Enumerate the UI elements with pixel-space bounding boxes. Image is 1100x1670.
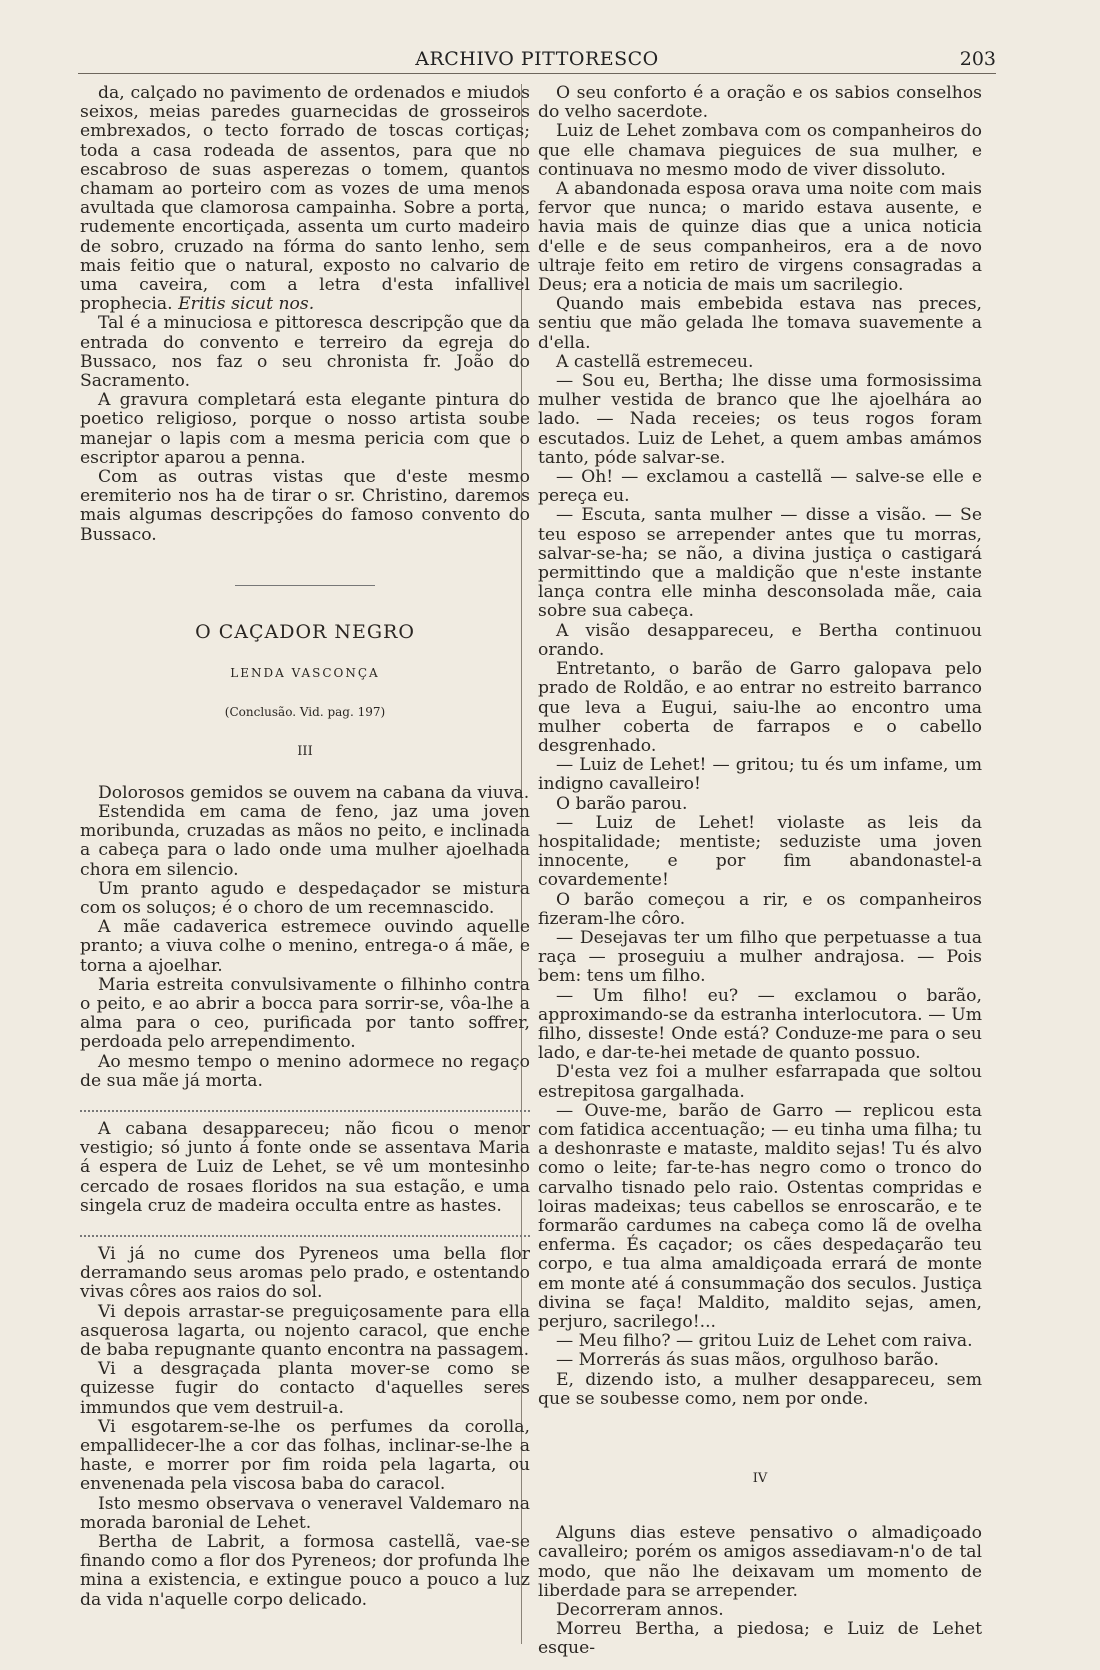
paragraph: A abandonada esposa orava uma noite com mais fervor que nunca; o marido estava ausente, e havia mais de quinze dias que a unica noticia d'elle e de seus companheiros, era a de novo ultraje feito em retiro de virgens consagradas a Deus; era a noticia de mais um sacrilegio. [538, 179, 982, 296]
paragraph: — Meu filho? — gritou Luiz de Lehet com raiva. [556, 1331, 973, 1352]
paragraph: Vi esgotarem-se-lhe os perfumes da corolla, empallidecer-lhe a cor das folhas, inclinar-se-lhe a haste, e morrer por fim roida pela lagarta, ou envenenada pela viscosa baba do caracol. [80, 1416, 530, 1495]
paragraph: Decorreram annos. [556, 1600, 724, 1621]
section-numeral: III [297, 744, 313, 760]
paragraph: A visão desappareceu, e Bertha continuou orando. [538, 620, 982, 660]
paragraph: A castellã estremeceu. [556, 351, 754, 372]
paragraph: Quando mais embebida estava nas preces, sentiu que mão gelada lhe tomava suavemente a d'ella. [538, 294, 982, 353]
paragraph: A gravura completará esta elegante pintura do poetico religioso, porque o nosso artista soube manejar o lapis com a mesma pericia com que o escriptor aparou a penna. [80, 390, 530, 468]
paragraph: O barão parou. [556, 793, 688, 814]
paragraph: Luiz de Lehet zombava com os companheiros do que elle chamava pieguices de sua mulher, e continuava no mesmo modo de viver dissoluto. [538, 121, 982, 180]
paragraph: A mãe cadaverica estremece ouvindo aquelle pranto; a viuva colhe o menino, entrega-o á mãe, e torna a ajoelhar. [80, 917, 530, 976]
dotted-break [80, 1091, 530, 1112]
paragraph: A cabana desappareceu; não ficou o menor vestigio; só junto á fonte onde se assentava Maria á espera de Luiz de Lehet, se vê um montesinho cercado de rosaes floridos na sua estação, e uma singela cruz de madeira occulta entre as hastes. [80, 1118, 530, 1216]
page-number: 203 [959, 48, 996, 70]
latin-phrase: Eritis sicut nos. [178, 294, 315, 315]
paragraph [80, 84, 530, 314]
paragraph: — Um filho! eu? — exclamou o barão, approximando-se da estranha interlocutora. — Um filho, disseste! Onde está? Conduze-me para o seu lado, e dar-te-hei metade de quanto possuo. [538, 985, 982, 1064]
paragraph: — Oh! — exclamou a castellã — salve-se elle e pereça eu. [538, 467, 982, 507]
paragraph: Morreu Bertha, a piedosa; e Luiz de Lehet esque- [538, 1619, 982, 1659]
paragraph: Dolorosos gemidos se ouvem na cabana da viuva. [98, 782, 530, 803]
right-column [538, 84, 982, 1659]
paragraph: Com as outras vistas que d'este mesmo eremiterio nos ha de tirar o sr. Christino, daremos mais algumas descripções do famoso convento do Bussaco. [80, 467, 530, 545]
left-column [80, 84, 530, 1610]
paragraph: Maria estreita convulsivamente o filhinho contra o peito, e ao abrir a bocca para sorrir-se, vôa-lhe a alma para o ceo, purificada por tanto soffrer, perdoada pelo arrependimento. [80, 974, 530, 1053]
story-title: O CAÇADOR NEGRO [195, 620, 415, 643]
story-subtitle: LENDA VASCONÇA [230, 666, 380, 681]
paragraph: Bertha de Labrit, a formosa castellã, vae-se finando como a flor dos Pyreneos; dor profunda lhe mina a existencia, e extingue pouco a pouco a luz da vida n'aquelle corpo delicado. [80, 1532, 530, 1610]
paragraph: — Ouve-me, barão de Garro — replicou esta com fatidica accentuação; — eu tinha uma filha; tu a deshonraste e mataste, maldito sejas! Tu és alvo como o leite; far-te-has negro como o tronco do carvalho tisnado pelo raio. Ostentas compridas e loiras madeixas; teus cabellos se enroscarão, e te formarão cardumes na cabeça como lã de ovelha enferma. És caçador; os cães despedaçarão teu corpo, e tua alma amaldiçoada errará de monte em monte até á consummação dos seculos. Justiça divina se faça! Maldito, maldito sejas, amen, perjuro, sacrilego!... [538, 1100, 982, 1332]
article-separator [235, 585, 375, 586]
section-numeral: IV [752, 1471, 768, 1487]
paragraph: Isto mesmo observava o veneravel Valdemaro na morada baronial de Lehet. [80, 1493, 530, 1533]
paragraph: — Sou eu, Bertha; lhe disse uma formosissima mulher vestida de branco que lhe ajoelhára ao lado. — Nada receies; os teus rogos foram escutados. Luiz de Lehet, a quem ambas amámos tanto, póde salvar-se. [538, 371, 982, 468]
paragraph: Vi depois arrastar-se preguiçosamente para ella asquerosa lagarta, ou nojento caracol, que enche de baba repugnante quanto encontra na passagem. [80, 1301, 530, 1360]
paragraph: Entretanto, o barão de Garro galopava pelo prado de Roldão, e ao entrar no estreito barranco que leva a Eugui, saiu-lhe ao encontro uma mulher coberta de farrapos e o cabello desgrenhado. [538, 659, 982, 756]
paragraph: Ao mesmo tempo o menino adormece no regaço de sua mãe já morta. [80, 1051, 530, 1091]
paragraph: D'esta vez foi a mulher esfarrapada que soltou estrepitosa gargalhada. [538, 1062, 982, 1102]
continuation-note: (Conclusão. Vid. pag. 197) [224, 705, 386, 720]
paragraph: Vi a desgraçada planta mover-se como se quizesse fugir do contacto d'aquelles seres immundos que vem destruil-a. [80, 1359, 530, 1418]
paragraph: — Desejavas ter um filho que perpetuasse a tua raça — proseguiu a mulher andrajosa. — Pois bem: tens um filho. [538, 927, 982, 987]
paragraph: Um pranto agudo e despedaçador se mistura com os soluços; é o choro de um recemnascido. [80, 878, 530, 918]
paragraph: — Luiz de Lehet! — gritou; tu és um infame, um indigno cavalleiro! [538, 755, 982, 795]
paragraph: Vi já no cume dos Pyreneos uma bella flor derramando seus aromas pelo prado, e ostentando vivas côres aos raios do sol. [80, 1243, 530, 1303]
header-rule [78, 73, 996, 74]
paragraph: — Morrerás ás suas mãos, orgulhoso barão. [556, 1350, 939, 1371]
dotted-break [80, 1216, 530, 1237]
paragraph: Estendida em cama de feno, jaz uma joven moribunda, cruzadas as mãos no peito, e inclinada a cabeça para o lado onde uma mulher ajoelhada chora em silencio. [80, 801, 530, 880]
paragraph: O seu conforto é a oração e os sabios conselhos do velho sacerdote. [538, 83, 982, 123]
paragraph: — Luiz de Lehet! violaste as leis da hospitalidade; mentiste; seduziste uma joven innocente, e por fim abandonastel-a covardemente! [538, 812, 982, 891]
paragraph: E, dizendo isto, a mulher desappareceu, sem que se soubesse como, nem por onde. [538, 1369, 982, 1409]
journal-title: ARCHIVO PITTORESCO [415, 48, 659, 70]
paragraph: Alguns dias esteve pensativo o almadiçoado cavalleiro; porém os amigos assediavam-n'o de tal modo, que não lhe deixavam um momento de liberdade para se arrepender. [538, 1523, 982, 1601]
paragraph: Tal é a minuciosa e pittoresca descripção que da entrada do convento e terreiro da egreja do Bussaco, nos faz o seu chronista fr. João do Sacramento. [80, 313, 530, 392]
paragraph: O barão começou a rir, e os companheiros fizeram-lhe côro. [538, 889, 982, 929]
paragraph: — Escuta, santa mulher — disse a visão. — Se teu esposo se arrepender antes que tu morras, salvar-se-ha; se não, a divina justiça o castigará permittindo que a maldição que n'este instante lança contra elle minha desconsolada mãe, caia sobre sua cabeça. [538, 505, 982, 622]
paragraph-text: da, calçado no pavimento de ordenados e miudos seixos, meias paredes guarnecidas de grosseiros embrexados, o tecto forrado de toscas cortiças; toda a casa rodeada de assentos, para que no escabroso de suas asperezas o tomem, quantos chamam ao porteiro com as vozes de uma menos avultada que clamorosa campainha. Sobre a porta, rudemente encortiçada, assenta um curto madeiro de sobro, cruzado na fórma do santo lenho, sem mais feitio que o natural, exposto no calvario de uma caveira, com a letra d'esta infallivel prophecia. [80, 83, 530, 315]
page-header [78, 44, 996, 74]
